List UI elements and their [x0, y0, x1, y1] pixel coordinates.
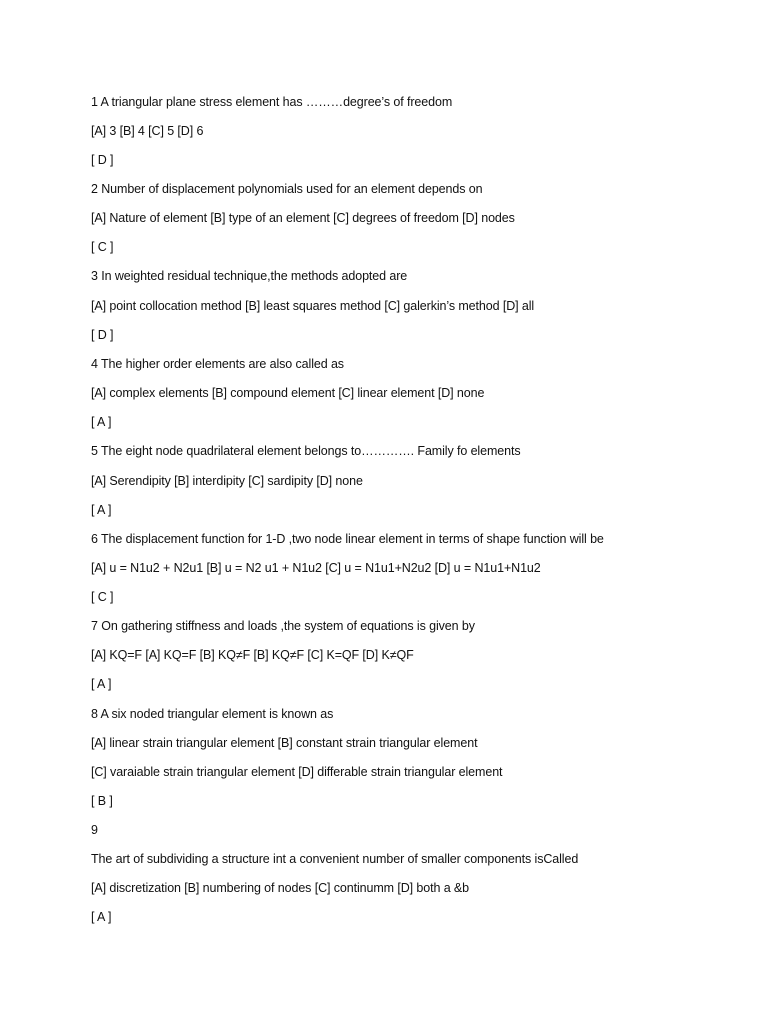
question-6-options: [A] u = N1u2 + N2u1 [B] u = N2 u1 + N1u2 [C] u = N1u1+N2u2 [D] u = N1u1+N1u2 [91, 561, 541, 575]
question-1-answer: [ D ] [91, 153, 114, 167]
question-8-options-row-1: [A] linear strain triangular element [B] constant strain triangular element [91, 736, 478, 750]
question-1-options: [A] 3 [B] 4 [C] 5 [D] 6 [91, 124, 204, 138]
question-9-number: 9 [91, 823, 98, 837]
question-3-options: [A] point collocation method [B] least squares method [C] galerkin’s method [D] all [91, 299, 535, 313]
question-9-options: [A] discretization [B] numbering of nodes [C] continumm [D] both a &b [91, 881, 470, 895]
question-4-answer: [ A ] [91, 415, 112, 429]
question-4-text: 4 The higher order elements are also called as [91, 357, 344, 371]
question-9-text: The art of subdividing a structure int a convenient number of smaller components isCalled [91, 852, 579, 866]
question-1-text: 1 A triangular plane stress element has ………degree’s of freedom [91, 95, 453, 109]
question-3-answer: [ D ] [91, 328, 114, 342]
question-2-options: [A] Nature of element [B] type of an element [C] degrees of freedom [D] nodes [91, 211, 515, 225]
question-7-options: [A] KQ=F [A] KQ=F [B] KQ≠F [B] KQ≠F [C] K=QF [D] K≠QF [91, 648, 414, 662]
question-6-text: 6 The displacement function for 1-D ,two node linear element in terms of shape function will be [91, 532, 604, 546]
question-5-text: 5 The eight node quadrilateral element belongs to…………. Family fo elements [91, 444, 521, 458]
question-8-text: 8 A six noded triangular element is known as [91, 707, 334, 721]
question-7-answer: [ A ] [91, 677, 112, 691]
question-4-options: [A] complex elements [B] compound element [C] linear element [D] none [91, 386, 485, 400]
question-2-text: 2 Number of displacement polynomials used for an element depends on [91, 182, 483, 196]
question-5-options: [A] Serendipity [B] interdipity [C] sardipity [D] none [91, 474, 363, 488]
question-8-options-row-2: [C] varaiable strain triangular element [D] differable strain triangular element [91, 765, 503, 779]
question-9-answer: [ A ] [91, 910, 112, 924]
question-7-text: 7 On gathering stiffness and loads ,the system of equations is given by [91, 619, 475, 633]
question-3-text: 3 In weighted residual technique,the methods adopted are [91, 269, 408, 283]
question-8-answer: [ B ] [91, 794, 113, 808]
question-2-answer: [ C ] [91, 240, 114, 254]
question-6-answer: [ C ] [91, 590, 114, 604]
question-5-answer: [ A ] [91, 503, 112, 517]
